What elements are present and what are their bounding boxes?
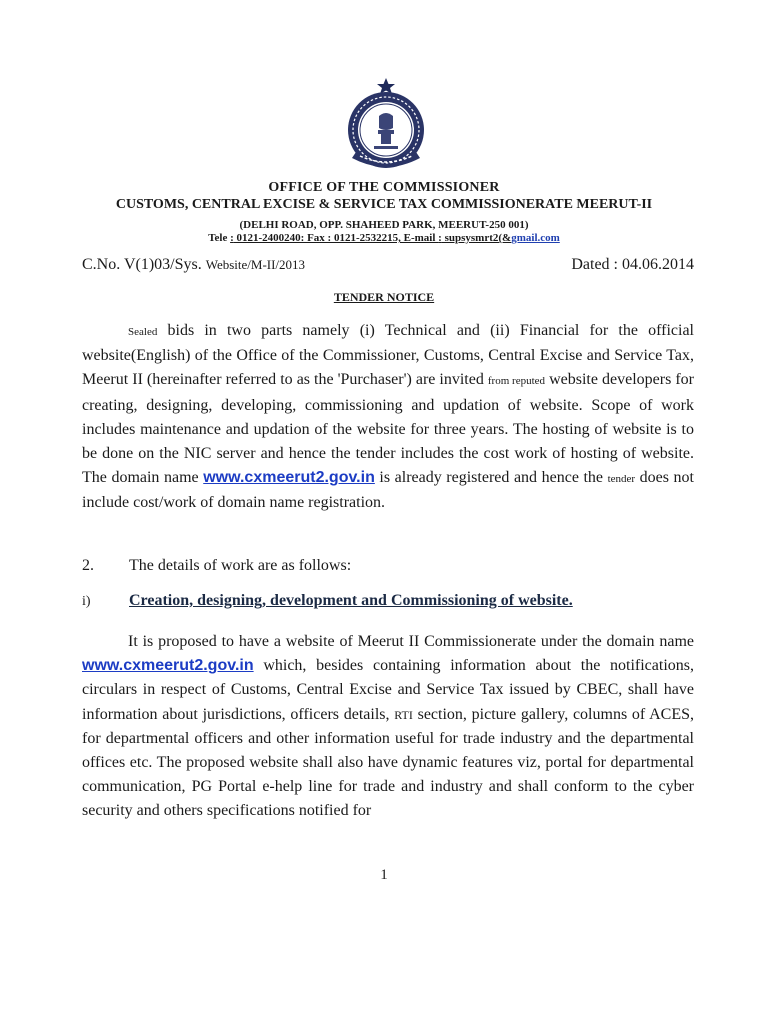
text-segment: section, picture gallery, columns of ACES, for departmental officers and other information useful for trade industry and the departmental offices etc. The proposed website shall also have dynamic features viz, portal for departmental communication, PG Portal e-help line for trade and industry and shall conform to the cyber security and others specifications notified for — [82, 705, 695, 820]
office-address: (DELHI ROAD, OPP. SHAHEED PARK, MEERUT-250 001) — [239, 219, 529, 231]
domain-link[interactable]: www.cxmeerut2.gov.in — [203, 469, 375, 487]
contact-line — [0, 232, 768, 244]
text-segment: which, besides containing information about the notifications, circulars in respect of Customs, Central Excise and Service Tax issued by CBEC, shall have information about jurisdictions, officers details, — [82, 657, 694, 723]
tele-label: Tele — [208, 232, 231, 244]
item-text: The details of work are as follows: — [129, 557, 352, 574]
text-segment: is already registered and hence the — [374, 469, 608, 487]
commissionerate-name: CUSTOMS, CENTRAL EXCISE & SERVICE TAX COMMISSIONERATE MEERUT-II — [115, 197, 653, 212]
email-colon: : — [438, 232, 442, 244]
domain-link[interactable]: www.cxmeerut2.gov.in — [82, 657, 254, 675]
section-number: i) — [82, 594, 91, 609]
intro-paragraph — [82, 319, 694, 516]
document-date: Dated : 04.06.2014 — [571, 256, 694, 273]
office-title: OFFICE OF THE COMMISSIONER — [268, 180, 500, 195]
reference-number — [82, 256, 305, 274]
email-user[interactable]: supsysmrt2(& — [441, 232, 512, 244]
reference-number-suffix: Website/M-II/2013 — [205, 257, 306, 272]
section-title: Creation, designing, development and Commissioning of website. — [129, 592, 573, 609]
text-tender: tender — [607, 473, 636, 486]
notice-title: TENDER NOTICE — [333, 290, 435, 304]
emblem-icon — [344, 76, 428, 172]
proposal-paragraph — [82, 630, 694, 824]
text-segment: website developers for creating, designing, developing, commissioning and updation of website. Scope of work includes maintenance and updation of the website for three years. The hosting of website is to be done on the NIC server and hence the tender includes the cost work of hosting of website. The domain name — [82, 371, 694, 487]
text-from-reputed: from reputed — [487, 375, 546, 388]
text-segment: bids in two parts namely (i) Technical and (ii) Financial for the official website(English) of the Office of the Commissioner, Customs, Central Excise and Service Tax, Meerut II (hereinafter referred to as the 'Purchaser') are invited — [82, 322, 694, 389]
page-number: 1 — [380, 867, 388, 883]
text-segment: It is proposed to have a website of Meerut II Commissionerate under the domain name — [128, 633, 694, 650]
reference-number-main: C.No. V(1)03/Sys. — [82, 256, 206, 273]
item-number: 2. — [82, 557, 94, 574]
text-rti: RTI — [394, 707, 413, 722]
tele-colon: : — [230, 232, 234, 244]
reference-row — [82, 256, 694, 278]
email-domain[interactable]: gmail.com — [511, 232, 560, 244]
tele-fax-value: 0121-2400240: Fax : 0121-2532215, E-mail — [233, 232, 439, 244]
text-segment: does not include cost/work of domain name registration. — [82, 469, 695, 512]
text-sealed: Sealed — [128, 326, 158, 338]
